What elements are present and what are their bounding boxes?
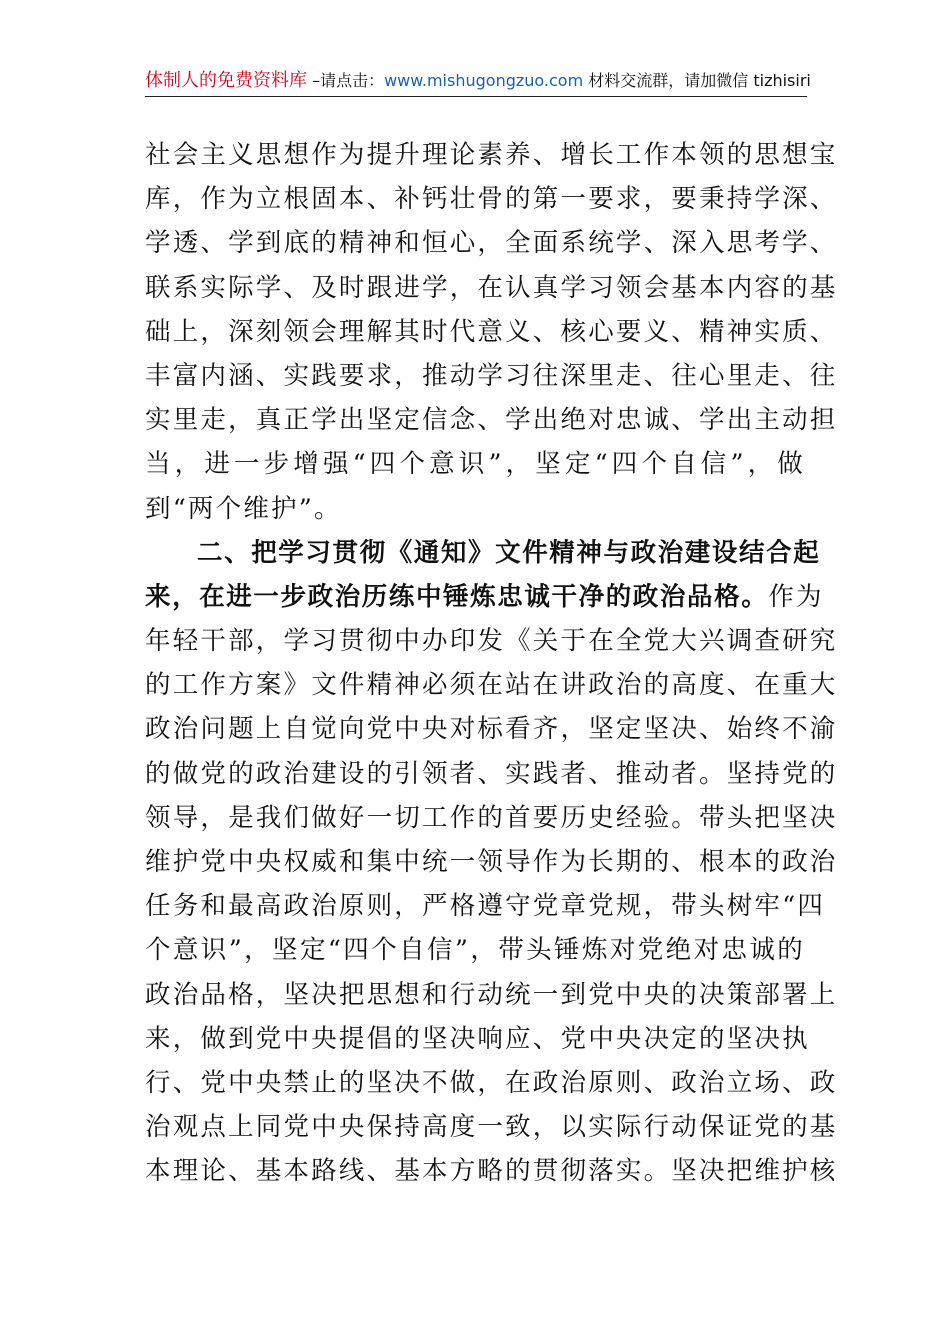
text-line: 本理论、基本路线、基本方略的贯彻落实。坚决把维护核 xyxy=(145,1156,838,1187)
text-line: 维护党中央权威和集中统一领导作为长期的、根本的政治 xyxy=(145,847,838,877)
text-line: 政治品格，坚决把思想和行动统一到党中央的决策部署上 xyxy=(145,979,838,1010)
text-line: 丰富内涵、实践要求，推动学习往深里走、往心里走、往 xyxy=(145,360,838,391)
text-line: 础上，深刻领会理解其时代意义、核心要义、精神实质、 xyxy=(145,316,838,347)
paragraph-1 xyxy=(145,133,838,531)
document-body xyxy=(145,133,838,1194)
text-line: 行、党中央禁止的坚决不做，在政治原则、政治立场、政 xyxy=(145,1067,838,1098)
text-line: 的工作方案》文件精神必须在站在讲政治的高度、在重大 xyxy=(145,670,838,701)
text-line: 治观点上同党中央保持高度一致，以实际行动保证党的基 xyxy=(145,1112,838,1143)
text-line: 联系实际学、及时跟进学，在认真学习领会基本内容的基 xyxy=(145,272,838,303)
header-prompt: –请点击： xyxy=(307,71,385,90)
section-heading-continued xyxy=(145,575,824,619)
text-line: 政治问题上自觉向党中央对标看齐，坚定坚决、始终不渝 xyxy=(145,714,838,745)
header-note: 材料交流群，请加微信 tizhisiri xyxy=(583,71,811,90)
text-line: 个意识”，坚定“四个自信”，带头锤炼对党绝对忠诚的 xyxy=(145,935,805,966)
text-line: 任务和最高政治原则，严格遵守党章党规，带头树牢“四 xyxy=(145,891,826,922)
text-line: 当，进一步增强“四个意识”，坚定“四个自信”，做 xyxy=(145,449,805,480)
text-line: 来，做到党中央提倡的坚决响应、党中央决定的坚决执 xyxy=(145,1023,810,1054)
text-line: 年轻干部，学习贯彻中办印发《关于在全党大兴调查研究 xyxy=(145,626,838,657)
text-line: 实里走，真正学出坚定信念、学出绝对忠诚、学出主动担 xyxy=(145,405,838,436)
text-line: 库，作为立根固本、补钙壮骨的第一要求，要秉持学深、 xyxy=(145,184,838,215)
header-brand: 体制人的免费资料库 xyxy=(145,70,307,91)
section-heading: 二、把学习贯彻《通知》文件精神与政治建设结合起 xyxy=(197,537,821,568)
section-heading-end: 来，在进一步政治历练中锤炼忠诚干净的政治品格。 xyxy=(145,581,769,612)
header-divider xyxy=(145,96,807,97)
text-line-start: 作为 xyxy=(768,581,824,612)
header-url-link[interactable]: www.mishugongzuo.com xyxy=(384,71,584,90)
page-header xyxy=(145,68,811,96)
paragraph-2 xyxy=(145,531,838,1194)
text-line: 的做党的政治建设的引领者、实践者、推动者。坚持党的 xyxy=(145,758,838,789)
text-line: 学透、学到底的精神和恒心，全面系统学、深入思考学、 xyxy=(145,228,838,259)
text-line: 到“两个维护”。 xyxy=(145,493,342,524)
text-line: 领导，是我们做好一切工作的首要历史经验。带头把坚决 xyxy=(145,802,838,833)
text-line: 社会主义思想作为提升理论素养、增长工作本领的思想宝 xyxy=(145,140,838,170)
